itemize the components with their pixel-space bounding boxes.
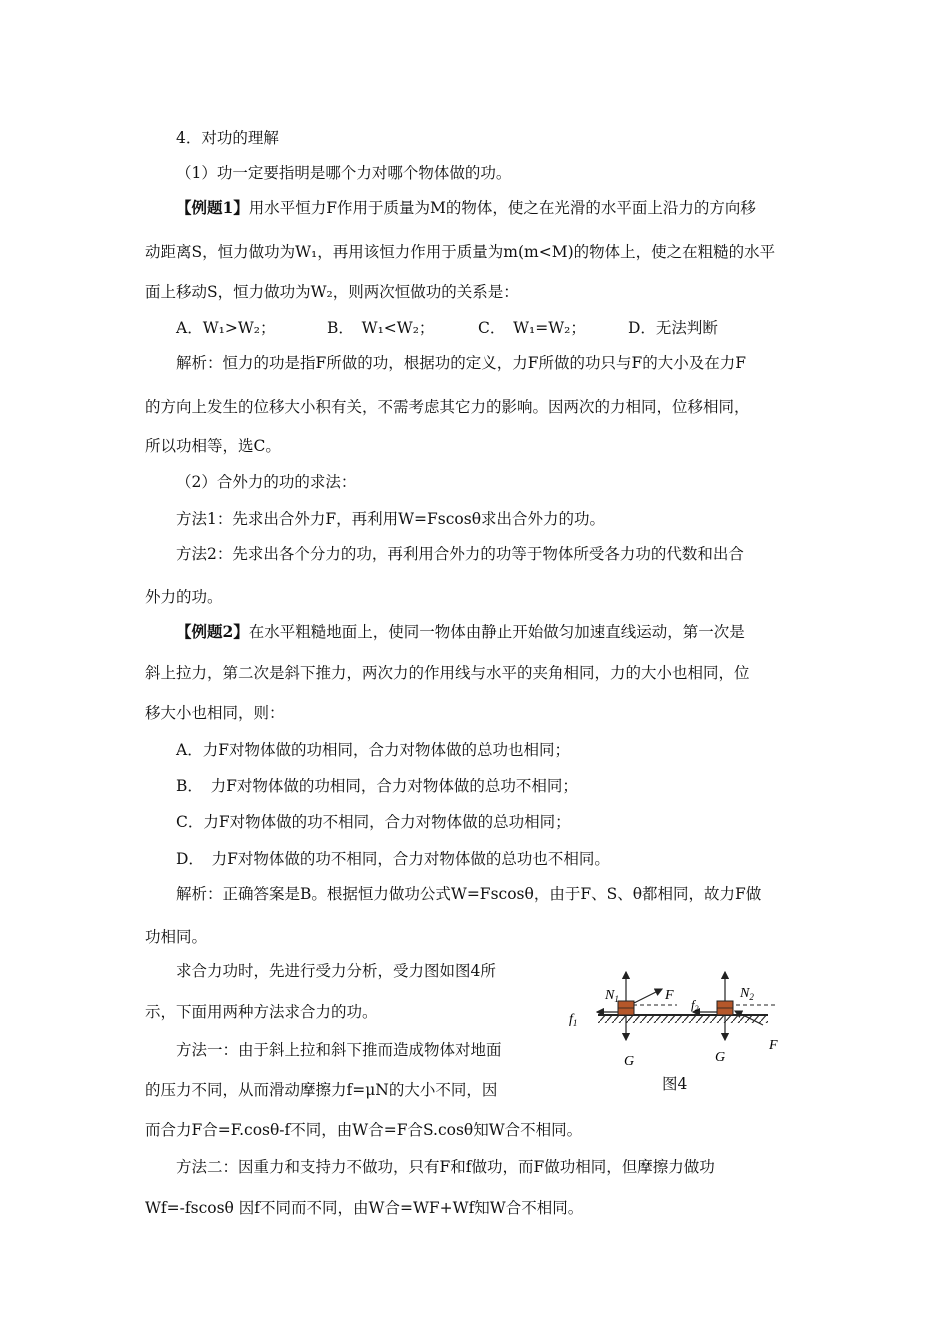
example-2-text: 在水平粗糙地面上，使同一物体由静止开始做匀加速直线运动，第一次是 [248, 623, 745, 641]
method-2-line-2: 外力的功。 [145, 588, 223, 606]
example-2-option-c: C．力F对物体做的功不相同，合力对物体做的总功相同； [176, 813, 571, 831]
analysis-line-7: Wf=-fscosθ 因f不同而不同，由W合=WF+Wf知W合不相同。 [145, 1199, 584, 1217]
label-g1: G [624, 1054, 635, 1069]
example-2-option-b: B． 力F对物体做的功相同，合力对物体做的总功不相同； [176, 777, 578, 795]
example-2-option-d: D． 力F对物体做的功不相同，合力对物体做的总功也不相同。 [176, 850, 610, 868]
example-2-line-1 [176, 622, 745, 642]
ground-hatch [598, 1015, 768, 1023]
example-1-text: 用水平恒力F作用于质量为M的物体，使之在光滑的水平面上沿力的方向移 [248, 199, 756, 217]
label-f1: $f_1$ [569, 1012, 578, 1028]
example-1-option-d: D．无法判断 [628, 319, 718, 337]
point-2: （2）合外力的功的求法： [176, 473, 357, 491]
analysis-line-2: 示，下面用两种方法求合力的功。 [145, 1003, 378, 1021]
label-f-push: F [769, 1038, 778, 1053]
example-2-option-a: A．力F对物体做的功相同，合力对物体做的总功也相同； [176, 741, 570, 759]
example-1-line-3: 面上移动S，恒力做功为W₂，则两次恒做功的关系是： [145, 283, 519, 301]
example-2-solution-1: 解析：正确答案是B。根据恒力做功公式W=Fscosθ，由于F、S、θ都相同，故力F做 [176, 885, 762, 903]
section-title: 4．对功的理解 [176, 129, 279, 147]
analysis-line-6: 方法二：因重力和支持力不做功，只有F和f做功，而F做功相同，但摩擦力做功 [176, 1158, 715, 1176]
example-1-label: 【例题1】 [176, 198, 249, 217]
example-2-label: 【例题2】 [176, 622, 249, 641]
example-1-option-a: A．W₁>W₂； [176, 319, 276, 337]
example-1-option-c: C． W₁=W₂； [478, 319, 586, 337]
example-1-line-2: 动距离S，恒力做功为W₁，再用该恒力作用于质量为m(m<M)的物体上，使之在粗糙的水平 [145, 243, 776, 261]
example-1-option-b: B． W₁<W₂； [327, 319, 435, 337]
method-1: 方法1：先求出合外力F，再利用W=Fscosθ求出合外力的功。 [176, 510, 606, 528]
example-1-line-1 [176, 198, 756, 218]
pull-force-arrow [634, 989, 662, 1003]
label-n1: $N_1$ [605, 988, 619, 1004]
example-2-line-3: 移大小也相同，则： [145, 704, 285, 722]
analysis-line-3: 方法一：由于斜上拉和斜下推而造成物体对地面 [176, 1041, 502, 1059]
example-1-solution-1: 解析：恒力的功是指F所做的功，根据功的定义，力F所做的功只与F的大小及在力F [176, 354, 747, 372]
label-f-pull: F [665, 988, 674, 1003]
example-2-solution-2: 功相同。 [145, 928, 208, 946]
label-g2: G [715, 1050, 726, 1065]
example-1-solution-2: 的方向上发生的位移大小积有关，不需考虑其它力的影响。因两次的力相同，位移相同， [145, 398, 750, 416]
method-2-line-1: 方法2：先求出各个分力的功，再利用合外力的功等于物体所受各力功的代数和出合 [176, 545, 744, 563]
analysis-line-1: 求合力功时，先进行受力分析，受力图如图4所 [176, 962, 496, 980]
force-diagram [565, 965, 785, 1075]
figure-caption: 图4 [662, 1075, 688, 1093]
label-n2: $N_2$ [740, 986, 754, 1002]
example-2-line-2: 斜上拉力，第二次是斜下推力，两次力的作用线与水平的夹角相同，力的大小也相同，位 [145, 664, 750, 682]
example-1-solution-3: 所以功相等，选C。 [145, 437, 281, 455]
label-f2: f2 [691, 997, 699, 1013]
point-1: （1）功一定要指明是哪个力对哪个物体做的功。 [176, 164, 512, 182]
analysis-line-5: 而合力F合=F.cosθ-f不同，由W合=F合S.cosθ知W合不相同。 [145, 1121, 583, 1139]
analysis-line-4: 的压力不同，从而滑动摩擦力f=μN的大小不同，因 [145, 1081, 498, 1099]
